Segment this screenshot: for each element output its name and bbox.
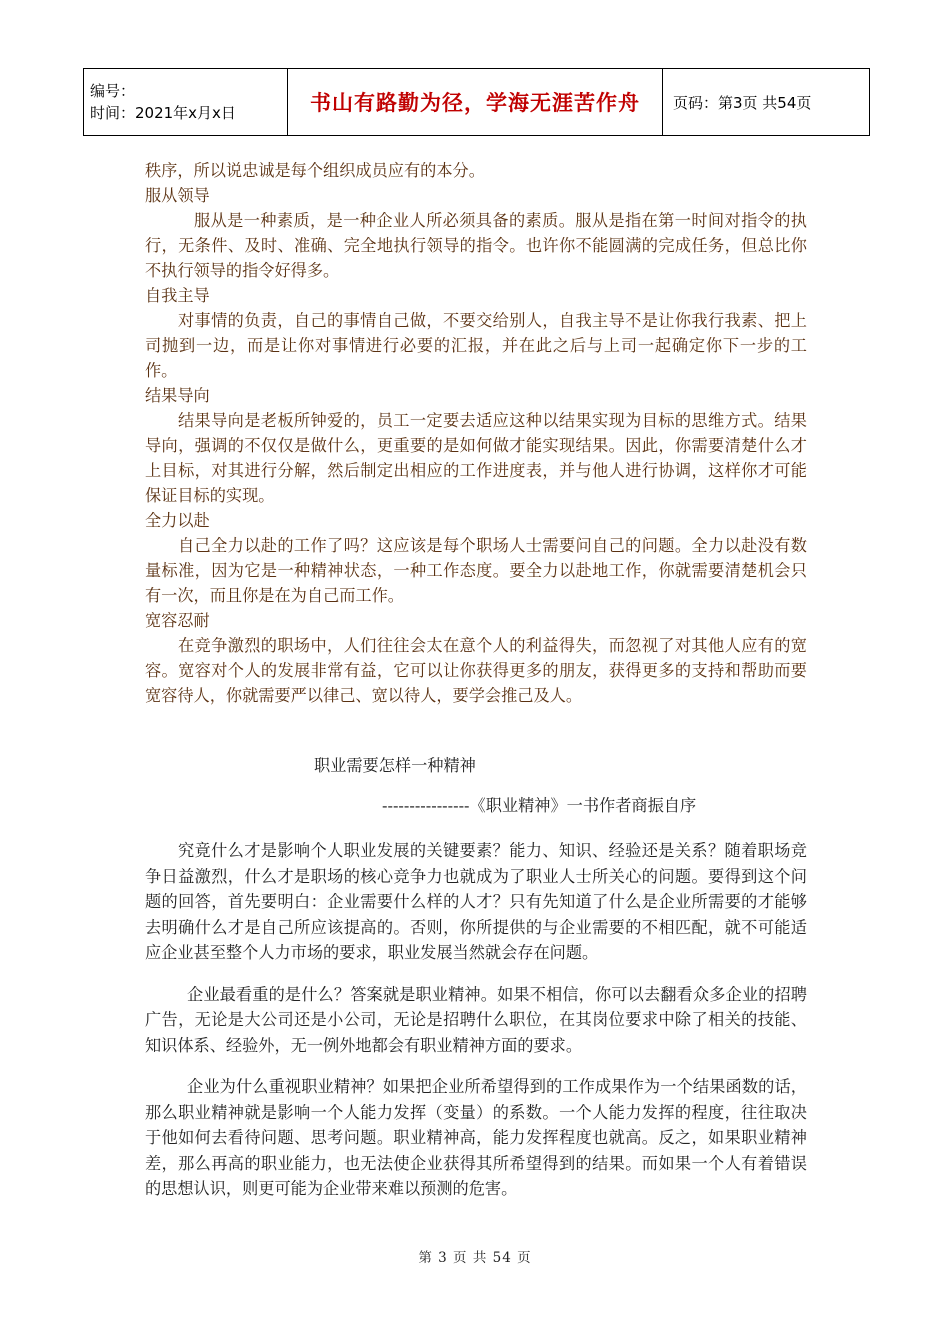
article-subtitle: ----------------《职业精神》一书作者商振自序 <box>382 796 697 815</box>
header-motto: 书山有路勤为径，学海无涯苦作舟 <box>288 69 663 136</box>
paragraph-all-out: 自己全力以赴的工作了吗？这应该是每个职场人士需要问自己的问题。全力以赴没有数量标准，因为它是一种精神状态，一种工作态度。要全力以赴地工作，你就需要清楚机会只有一次，而且你是在为自己而工作。 <box>145 536 807 605</box>
paragraph-self-direction: 对事情的负责，自己的事情自己做，不要交给别人，自我主导不是让你我行我素、把上司抛到一边，而是让你对事情进行必要的汇报，并在此之后与上司一起确定你下一步的工作。 <box>145 311 807 380</box>
paragraph-tolerance: 在竞争激烈的职场中，人们往往会太在意个人的利益得失，而忽视了对其他人应有的宽容。宽容对个人的发展非常有益，它可以让你获得更多的朋友，获得更多的支持和帮助而要宽容待人，你就需要严以律己、宽以待人，要学会推己及人。 <box>145 636 807 705</box>
page-header <box>83 68 870 136</box>
header-meta <box>84 69 288 136</box>
number-label: 编号： <box>90 82 136 100</box>
article-paragraph-2: 企业最看重的是什么？答案就是职业精神。如果不相信，你可以去翻看众多企业的招聘广告，无论是大公司还是小公司，无论是招聘什么职位，在其岗位要求中除了相关的技能、知识体系、经验外，无一例外地都会有职业精神方面的要求。 <box>145 984 807 1055</box>
paragraph-obey-leadership: 服从是一种素质，是一种企业人所必须具备的素质。服从是指在第一时间对指令的执行，无条件、及时、准确、完全地执行领导的指令。也许你不能圆满的完成任务，但总比你不执行领导的指令好得多。 <box>145 211 807 280</box>
header-page-info: 页码：第3页 共54页 <box>663 69 870 136</box>
section-qualities <box>145 158 807 708</box>
article-title: 职业需要怎样一种精神 <box>314 756 476 775</box>
heading-all-out: 全力以赴 <box>145 511 210 530</box>
section-article <box>145 838 807 1218</box>
time-label: 时间：2021年x月x日 <box>90 104 236 122</box>
paragraph-result-oriented: 结果导向是老板所钟爱的，员工一定要去适应这种以结果实现为目标的思维方式。结果导向，强调的不仅仅是做什么，更重要的是如何做才能实现结果。因此，你需要清楚什么才上目标，对其进行分解，然后制定出相应的工作进度表，并与他人进行协调，这样你才可能保证目标的实现。 <box>145 411 807 505</box>
heading-self-direction: 自我主导 <box>145 286 210 305</box>
heading-obey-leadership: 服从领导 <box>145 186 210 205</box>
article-paragraph-1: 究竟什么才是影响个人职业发展的关键要素？能力、知识、经验还是关系？随着职场竞争日益激烈，什么才是职场的核心竞争力也就成为了职业人士所关心的问题。要得到这个问题的回答，首先要明白：企业需要什么样的人才？只有先知道了什么是企业所需要的才能够去明确什么才是自己所应该提高的。否则，你所提供的与企业需要的不相匹配，就不可能适应企业甚至整个人力市场的要求，职业发展当然就会存在问题。 <box>145 841 807 962</box>
heading-result-oriented: 结果导向 <box>145 386 210 405</box>
heading-tolerance: 宽容忍耐 <box>145 611 210 630</box>
paragraph-continued: 秩序，所以说忠诚是每个组织成员应有的本分。 <box>145 161 485 180</box>
article-paragraph-3: 企业为什么重视职业精神？如果把企业所希望得到的工作成果作为一个结果函数的话，那么职业精神就是影响一个人能力发挥（变量）的系数。一个人能力发挥的程度，往往取决于他如何去看待问题、思考问题。职业精神高，能力发挥程度也就高。反之，如果职业精神差，那么再高的职业能力，也无法使企业获得其所希望得到的结果。而如果一个人有着错误的思想认识，则更可能为企业带来难以预测的危害。 <box>145 1077 807 1198</box>
page-footer: 第 3 页 共 54 页 <box>418 1250 532 1266</box>
